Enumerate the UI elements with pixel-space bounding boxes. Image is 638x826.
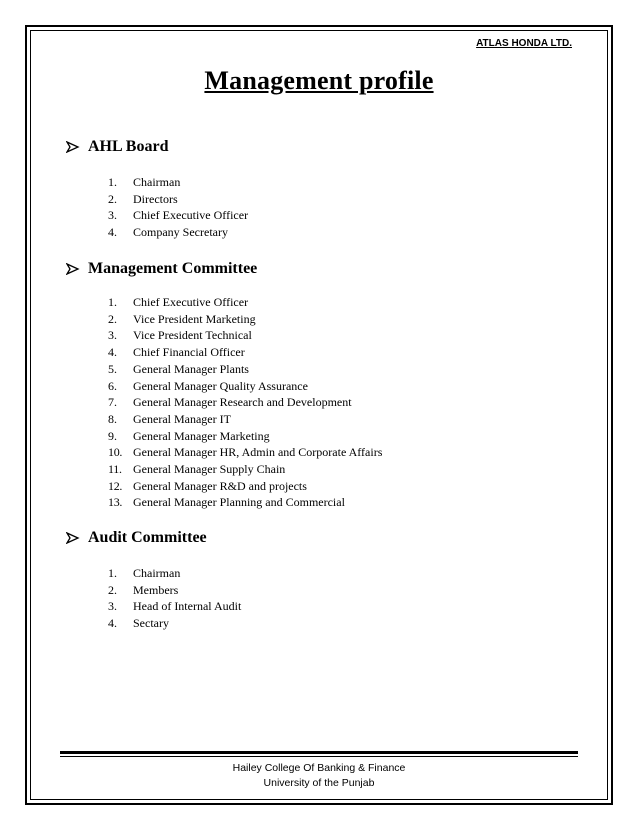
section-list — [108, 565, 241, 632]
list-item: 13. General Manager Planning and Commercial — [108, 495, 345, 510]
list-item: 4. Chief Financial Officer — [108, 345, 245, 360]
list-item: 3. Head of Internal Audit — [108, 599, 242, 614]
list-item: 8. General Manager IT — [108, 411, 231, 426]
footer-line-college: Hailey College Of Banking & Finance — [232, 762, 406, 774]
list-item: 4. Sectary — [108, 616, 169, 631]
list-item: 4. Company Secretary — [108, 225, 228, 240]
list-item: 2. Members — [108, 582, 179, 597]
header-company-name: ATLAS HONDA LTD. — [476, 38, 572, 49]
section-list — [108, 294, 382, 511]
list-item: 5. General Manager Plants — [108, 361, 249, 376]
list-item: 6. General Manager Quality Assurance — [108, 378, 308, 393]
section-heading — [66, 137, 168, 157]
list-item: 3. Vice President Technical — [108, 328, 252, 343]
section-heading-label: AHL Board — [88, 138, 169, 155]
list-item: 3. Chief Executive Officer — [108, 208, 249, 223]
footer-line-university: University of the Punjab — [263, 776, 375, 789]
section-audit-committee — [66, 528, 242, 631]
list-item: 10. General Manager HR, Admin and Corporate Affairs — [108, 445, 383, 460]
list-item: 1. Chief Executive Officer — [108, 295, 249, 309]
list-item: 9. General Manager Marketing — [108, 428, 270, 443]
section-heading — [66, 528, 207, 548]
list-item: 12. General Manager R&D and projects — [108, 478, 307, 493]
section-list — [108, 174, 248, 241]
arrow-bullet-icon — [66, 532, 80, 544]
list-item: 11. General Manager Supply Chain — [108, 462, 286, 477]
footer-rule-thin — [60, 756, 578, 757]
section-heading-label: Management Committee — [88, 260, 258, 277]
page-footer — [0, 761, 638, 790]
list-item: 2. Directors — [108, 191, 178, 206]
list-item: 2. Vice President Marketing — [108, 311, 256, 326]
list-item: 1. Chairman — [108, 175, 181, 189]
section-heading — [66, 259, 257, 279]
section-management-committee — [66, 259, 383, 510]
list-item: 1. Chairman — [108, 566, 181, 580]
page-title: Management profile — [204, 66, 434, 95]
footer-rule-thick — [60, 751, 578, 754]
arrow-bullet-icon — [66, 263, 80, 275]
section-heading-label: Audit Committee — [88, 529, 207, 546]
section-ahl-board — [66, 137, 249, 240]
arrow-bullet-icon — [66, 141, 80, 153]
list-item: 7. General Manager Research and Development — [108, 395, 352, 410]
